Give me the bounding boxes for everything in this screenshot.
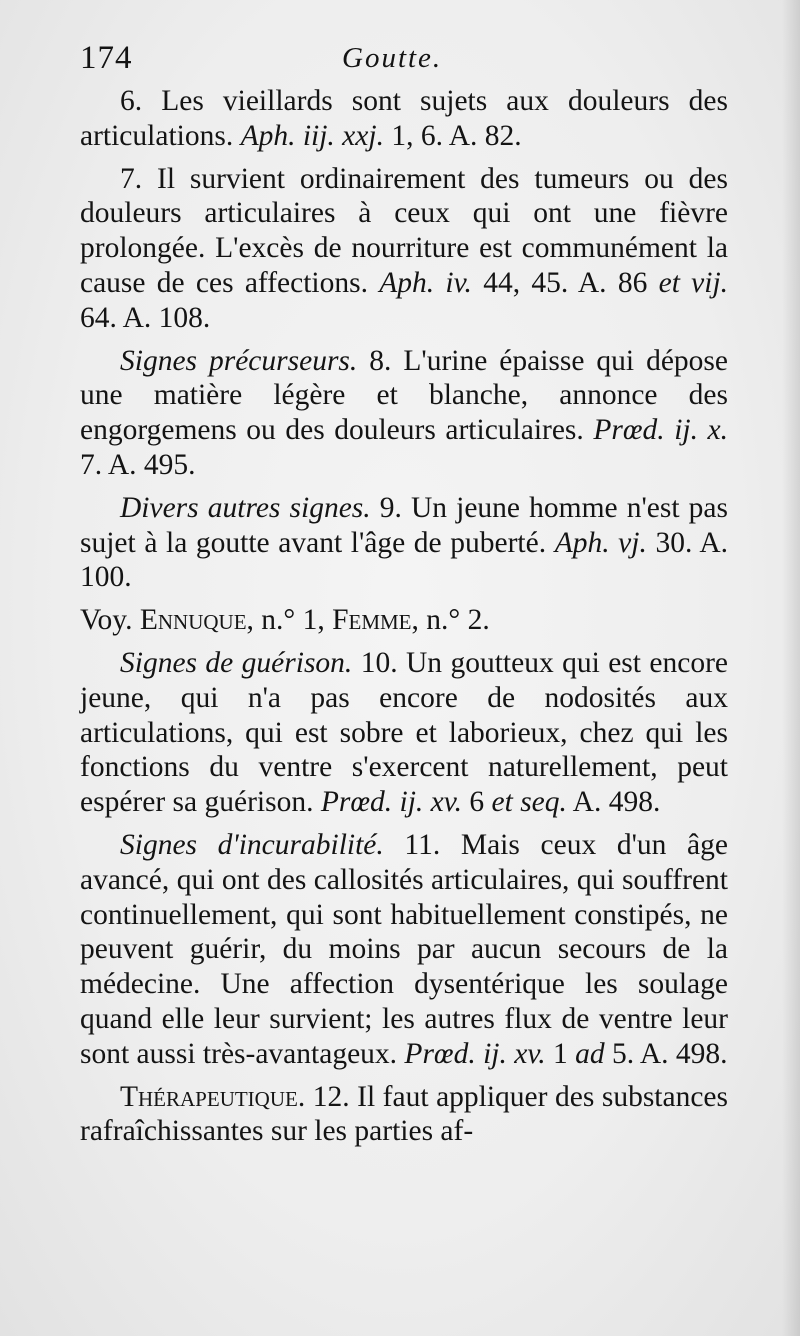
section-term: Thérapeutique. xyxy=(120,1080,306,1113)
reference-tail: A. 498. xyxy=(572,786,661,819)
page-number: 174 xyxy=(80,40,133,76)
aphorism-reference: Aph. vj. xyxy=(554,526,647,559)
aphorism-reference: Aph. iij. xxj. xyxy=(240,119,384,152)
voy-label: Voy. xyxy=(80,604,133,637)
paragraph-7 xyxy=(80,162,728,336)
paragraph-11 xyxy=(80,828,728,1072)
paragraph-text: 6. Les vieillards sont sujets aux douleurs des articulations. xyxy=(80,85,728,152)
reference-numbers: 44, 45. A. 86 xyxy=(483,266,648,299)
aphorism-reference: Prœd. ij. xv. xyxy=(320,786,463,819)
reference-tail: 30. A. 100. xyxy=(80,526,729,594)
aphorism-reference-2: ad xyxy=(575,1037,605,1070)
section-heading: Signes de guérison. xyxy=(120,646,353,679)
aphorism-reference: Prœd. ij. xv. xyxy=(404,1037,546,1070)
section-heading: Signes précurseurs. xyxy=(120,344,358,377)
cross-reference-term-2: Femme xyxy=(332,604,412,637)
paragraph-text: 9. Un jeune homme n'est pas sujet à la goutte avant l'âge de puberté. xyxy=(80,491,728,559)
paragraph-text: 10. Un goutteux qui est encore jeune, qui n'a pas encore de nodosités aux articulations, qui est sobre et laborieux, chez qui les fonctions du ventre s'exercent naturellement, peut espérer sa guérison. xyxy=(80,646,728,819)
cross-reference-number-1: , n.° 1, xyxy=(246,604,325,637)
aphorism-reference-2: et seq. xyxy=(491,786,567,819)
cross-reference xyxy=(80,603,728,638)
cross-reference-number-2: , n.° 2. xyxy=(411,604,490,637)
paragraph-6 xyxy=(80,84,728,154)
page-edge-shadow xyxy=(782,0,800,1336)
paragraph-9 xyxy=(80,491,728,595)
reference-tail: 7. A. 495. xyxy=(80,448,196,481)
reference-tail: 5. A. 498. xyxy=(612,1037,728,1070)
paragraph-8 xyxy=(80,344,728,483)
paragraph-text: 8. L'urine épaisse qui dépose une matière légère et blanche, annonce des engorgemens ou des douleurs articulaires. xyxy=(80,344,729,447)
section-heading: Signes d'incurabilité. xyxy=(120,828,384,861)
reference-tail: 64. A. 108. xyxy=(80,301,211,334)
paragraph-text: 11. Mais ceux d'un âge avancé, qui ont des callosités articulaires, qui souffrent continuellement, qui sont habituellement constipés, ne peuvent guérir, du moins par aucun secours de la médecine. Une affection dysentérique les soulage quand elle leur survient; les autres flux de ventre leur sont aussi très-avantageux. xyxy=(80,828,728,1070)
page-header xyxy=(80,40,728,80)
reference-tail: 1, 6. A. 82. xyxy=(391,119,522,152)
aphorism-reference: Prœd. ij. x. xyxy=(593,414,729,447)
reference-numbers: 1 xyxy=(553,1037,568,1070)
aphorism-reference: Aph. iv. xyxy=(379,266,472,299)
page-body xyxy=(80,84,728,1157)
cross-reference-term-1: Ennuque xyxy=(139,604,247,637)
section-heading: Divers autres signes. xyxy=(120,491,371,524)
paragraph-text: 12. Il faut appliquer des substances rafraîchissantes sur les parties af- xyxy=(80,1080,729,1148)
paragraph-12 xyxy=(80,1080,728,1150)
reference-numbers: 6 xyxy=(469,786,485,819)
paragraph-10 xyxy=(80,646,728,820)
aphorism-reference-2: et vij. xyxy=(658,266,729,299)
running-title: Goutte. xyxy=(342,42,443,74)
paragraph-text: 7. Il survient ordinairement des tumeurs ou des douleurs articulaires à ceux qui ont une fièvre prolongée. L'excès de nourriture est communément la cause de ces affections. xyxy=(80,162,728,299)
